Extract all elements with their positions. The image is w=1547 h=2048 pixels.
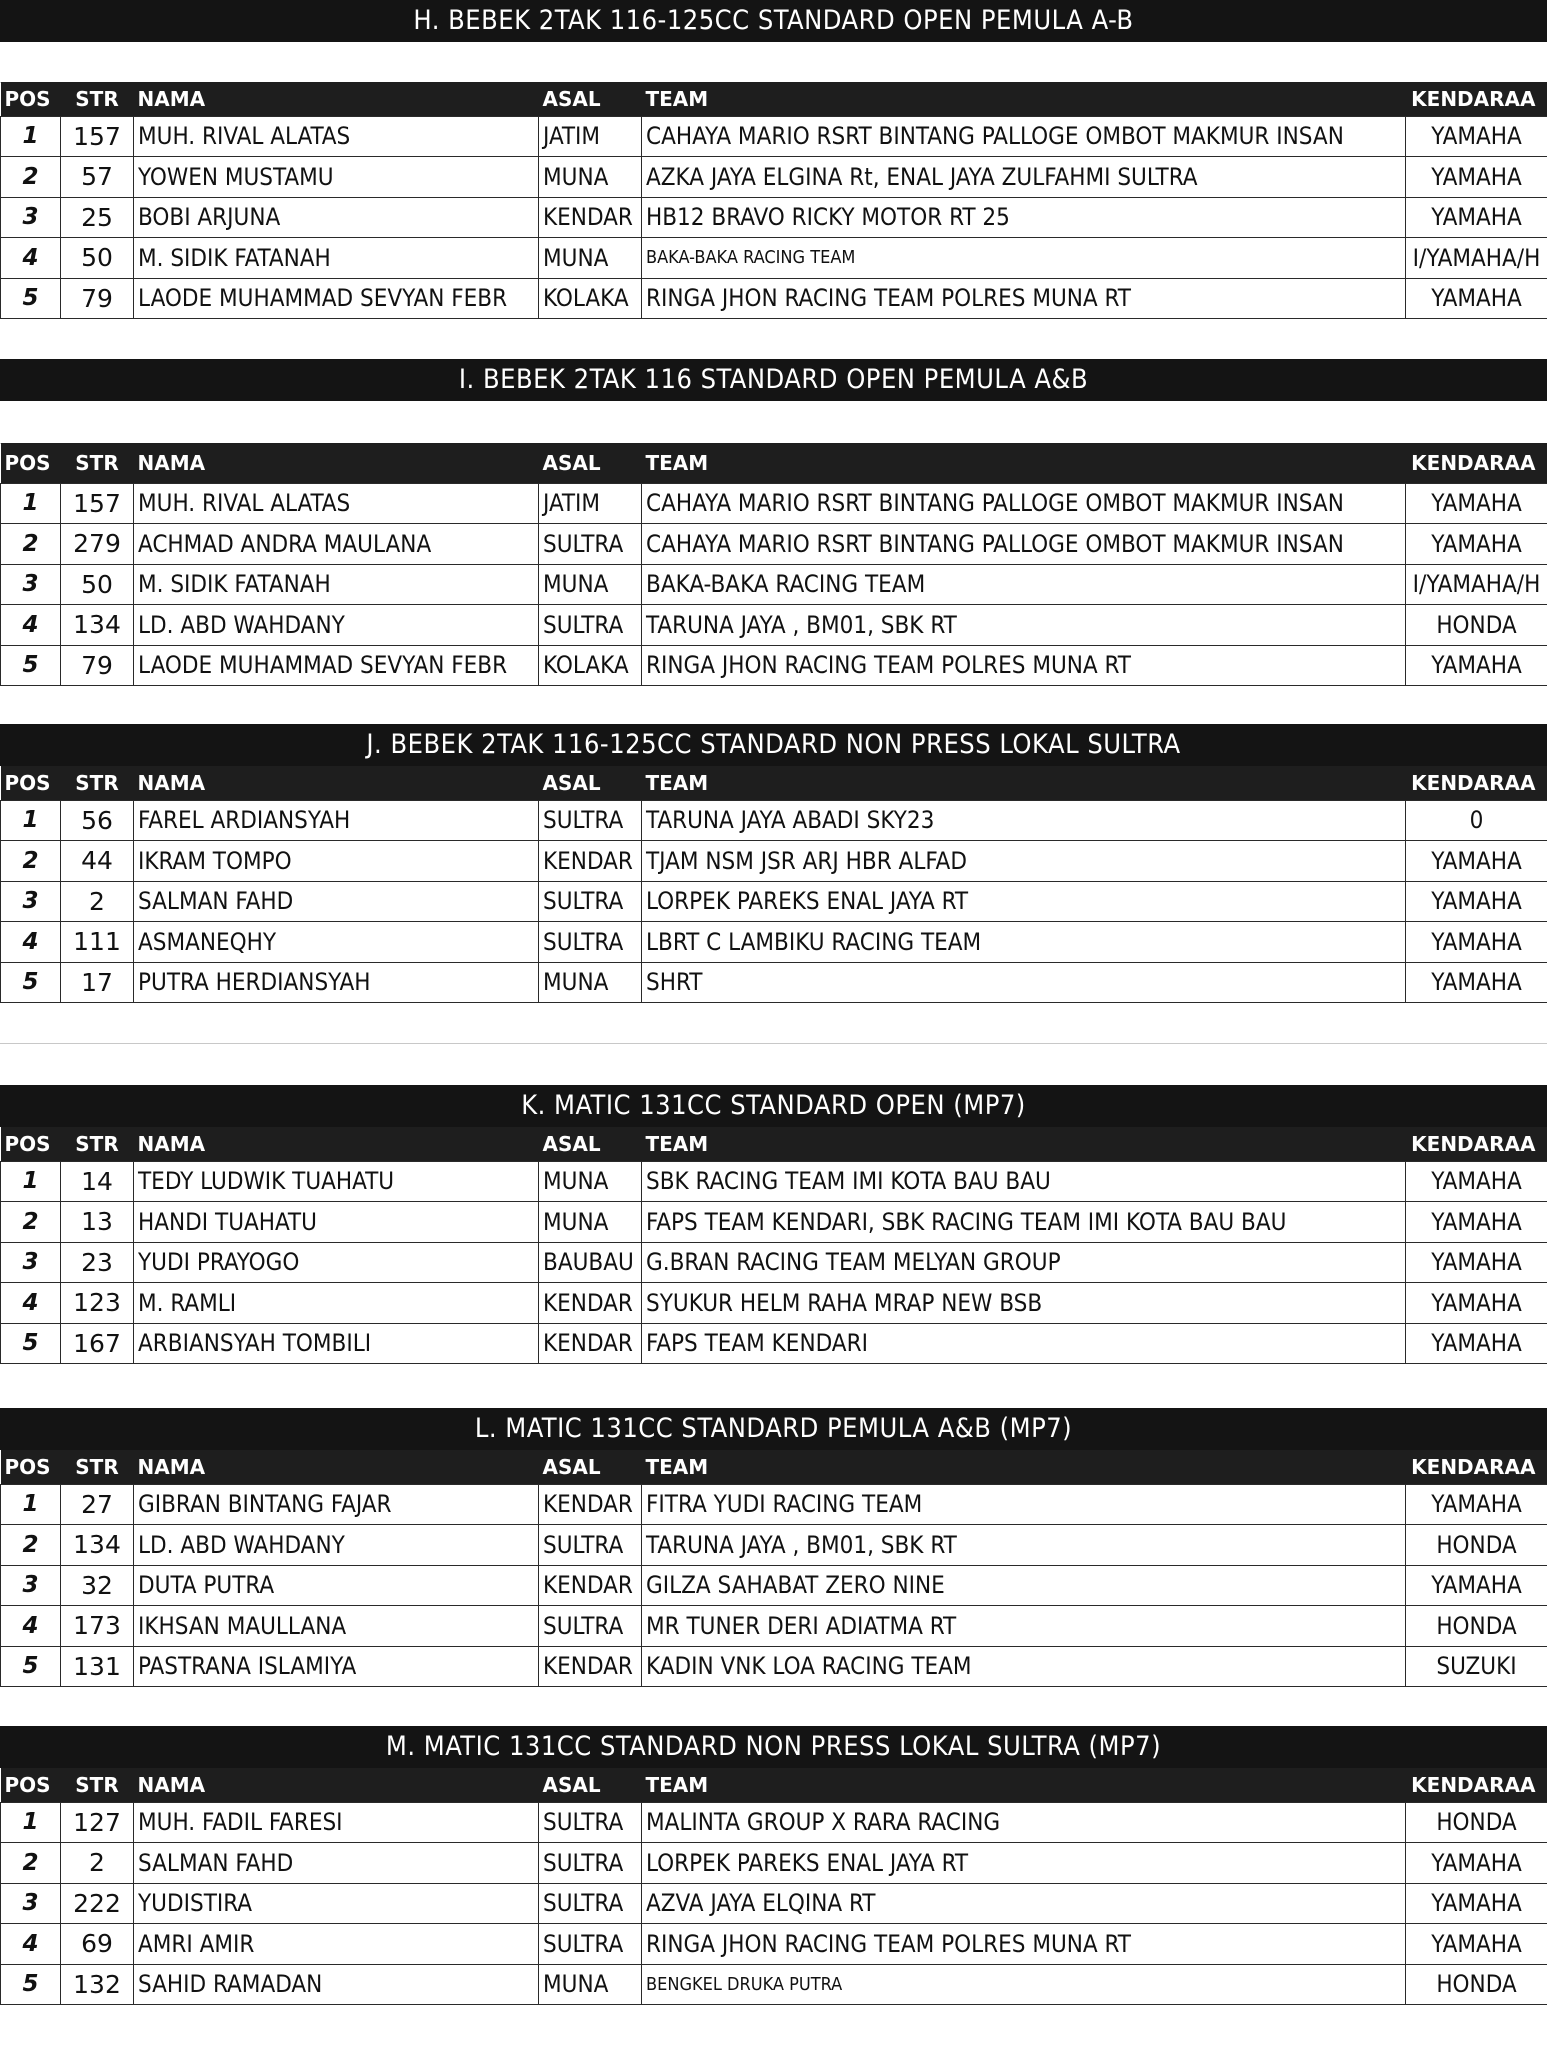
results-table	[0, 1127, 1547, 1364]
kendaraan-cell: YAMAHA	[1406, 1843, 1547, 1884]
header-nama: NAMA	[137, 1772, 206, 1797]
header-row	[1, 1768, 1547, 1802]
nama-cell: PASTRANA ISLAMIYA	[134, 1646, 539, 1687]
asal-cell: KENDAR	[539, 1323, 642, 1364]
pos-cell: 3	[1, 1242, 61, 1283]
pos-cell: 5	[1, 645, 61, 686]
nama-cell: MUH. RIVAL ALATAS	[134, 483, 539, 524]
header-pos: POS	[4, 770, 51, 795]
header-str: STR	[75, 1772, 119, 1797]
kendaraan-cell: HONDA	[1406, 1802, 1547, 1843]
nama-cell: LAODE MUHAMMAD SEVYAN FEBR	[134, 645, 539, 686]
kendaraan-cell: YAMAHA	[1406, 1565, 1547, 1606]
team-cell: KADIN VNK LOA RACING TEAM	[642, 1646, 1406, 1687]
asal-cell: SULTRA	[539, 524, 642, 565]
header-team: TEAM	[645, 450, 709, 475]
table-row	[1, 1646, 1547, 1687]
section-title: I. BEBEK 2TAK 116 STANDARD OPEN PEMULA A&B	[0, 359, 1547, 401]
team-cell: BENGKEL DRUKA PUTRA	[642, 1964, 1406, 2005]
pos-cell: 3	[1, 197, 61, 238]
asal-cell: KENDAR	[539, 1283, 642, 1324]
header-asal: ASAL	[542, 450, 601, 475]
asal-cell: KENDAR	[539, 197, 642, 238]
header-pos: POS	[4, 86, 51, 111]
str-cell: 167	[61, 1323, 134, 1364]
kendaraan-cell: YAMAHA	[1406, 922, 1547, 963]
pos-cell: 5	[1, 1964, 61, 2005]
nama-cell: ASMANEQHY	[134, 922, 539, 963]
nama-cell: LD. ABD WAHDANY	[134, 605, 539, 646]
nama-cell: LAODE MUHAMMAD SEVYAN FEBR	[134, 278, 539, 319]
pos-cell: 2	[1, 1202, 61, 1243]
kendaraan-cell: YAMAHA	[1406, 197, 1547, 238]
team-cell: LORPEK PAREKS ENAL JAYA RT	[642, 1843, 1406, 1884]
section-title: K. MATIC 131CC STANDARD OPEN (MP7)	[0, 1085, 1547, 1127]
table-row	[1, 1843, 1547, 1884]
header-str: STR	[75, 1454, 119, 1479]
str-cell: 79	[61, 278, 134, 319]
nama-cell: SALMAN FAHD	[134, 1843, 539, 1884]
header-asal: ASAL	[542, 86, 601, 111]
header-pos: POS	[4, 1454, 51, 1479]
str-cell: 44	[61, 841, 134, 882]
table-row	[1, 1606, 1547, 1647]
table-row	[1, 841, 1547, 882]
header-team: TEAM	[645, 86, 709, 111]
str-cell: 25	[61, 197, 134, 238]
table-row	[1, 1323, 1547, 1364]
team-cell: TJAM NSM JSR ARJ HBR ALFAD	[642, 841, 1406, 882]
spacer-row	[0, 401, 1547, 444]
table-row	[1, 922, 1547, 963]
str-cell: 127	[61, 1802, 134, 1843]
team-cell: GILZA SAHABAT ZERO NINE	[642, 1565, 1406, 1606]
pos-cell: 1	[1, 1484, 61, 1525]
kendaraan-cell: HONDA	[1406, 1525, 1547, 1566]
str-cell: 27	[61, 1484, 134, 1525]
asal-cell: SULTRA	[539, 605, 642, 646]
str-cell: 131	[61, 1646, 134, 1687]
team-cell: AZKA JAYA ELGINA Rt, ENAL JAYA ZULFAHMI SULTRA	[642, 157, 1406, 198]
header-nama: NAMA	[137, 1454, 206, 1479]
team-cell: BAKA-BAKA RACING TEAM	[642, 238, 1406, 279]
str-cell: 50	[61, 564, 134, 605]
header-row	[1, 1127, 1547, 1161]
kendaraan-cell: YAMAHA	[1406, 1283, 1547, 1324]
asal-cell: KENDAR	[539, 1646, 642, 1687]
header-asal: ASAL	[542, 770, 601, 795]
header-nama: NAMA	[137, 86, 206, 111]
pos-cell: 4	[1, 605, 61, 646]
kendaraan-cell: YAMAHA	[1406, 841, 1547, 882]
nama-cell: TEDY LUDWIK TUAHATU	[134, 1161, 539, 1202]
table-row	[1, 1242, 1547, 1283]
asal-cell: SULTRA	[539, 1525, 642, 1566]
table-row	[1, 1283, 1547, 1324]
pos-cell: 1	[1, 483, 61, 524]
table-row	[1, 1202, 1547, 1243]
section-title: L. MATIC 131CC STANDARD PEMULA A&B (MP7)	[0, 1408, 1547, 1450]
spacer-row	[0, 1688, 1547, 1727]
team-cell: AZVA JAYA ELQINA RT	[642, 1883, 1406, 1924]
spacer-row	[0, 686, 1547, 725]
asal-cell: SULTRA	[539, 1606, 642, 1647]
pos-cell: 2	[1, 157, 61, 198]
header-row	[1, 82, 1547, 116]
header-kendaraan: KENDARAA	[1411, 450, 1536, 475]
asal-cell: BAUBAU	[539, 1242, 642, 1283]
pos-cell: 4	[1, 238, 61, 279]
str-cell: 111	[61, 922, 134, 963]
pos-cell: 4	[1, 1283, 61, 1324]
str-cell: 157	[61, 483, 134, 524]
header-str: STR	[75, 450, 119, 475]
header-kendaraan: KENDARAA	[1411, 1131, 1536, 1156]
table-row	[1, 157, 1547, 198]
kendaraan-cell: YAMAHA	[1406, 524, 1547, 565]
table-row	[1, 962, 1547, 1003]
str-cell: 134	[61, 605, 134, 646]
results-table	[0, 443, 1547, 686]
table-row	[1, 1802, 1547, 1843]
header-str: STR	[75, 770, 119, 795]
team-cell: TARUNA JAYA ABADI SKY23	[642, 800, 1406, 841]
kendaraan-cell: YAMAHA	[1406, 645, 1547, 686]
asal-cell: MUNA	[539, 157, 642, 198]
pos-cell: 1	[1, 1802, 61, 1843]
asal-cell: SULTRA	[539, 800, 642, 841]
team-cell: FAPS TEAM KENDARI, SBK RACING TEAM IMI KOTA BAU BAU	[642, 1202, 1406, 1243]
asal-cell: SULTRA	[539, 881, 642, 922]
team-cell: FAPS TEAM KENDARI	[642, 1323, 1406, 1364]
str-cell: 2	[61, 881, 134, 922]
spacer-row	[0, 1366, 1547, 1409]
team-cell: LBRT C LAMBIKU RACING TEAM	[642, 922, 1406, 963]
table-row	[1, 278, 1547, 319]
kendaraan-cell: YAMAHA	[1406, 483, 1547, 524]
pos-cell: 5	[1, 962, 61, 1003]
table-row	[1, 605, 1547, 646]
nama-cell: YUDI PRAYOGO	[134, 1242, 539, 1283]
asal-cell: SULTRA	[539, 922, 642, 963]
pos-cell: 2	[1, 524, 61, 565]
kendaraan-cell: YAMAHA	[1406, 1323, 1547, 1364]
header-kendaraan: KENDARAA	[1411, 86, 1536, 111]
spacer-row	[0, 42, 1547, 83]
nama-cell: ARBIANSYAH TOMBILI	[134, 1323, 539, 1364]
str-cell: 13	[61, 1202, 134, 1243]
asal-cell: KENDAR	[539, 1565, 642, 1606]
str-cell: 69	[61, 1924, 134, 1965]
asal-cell: MUNA	[539, 1964, 642, 2005]
section-title: M. MATIC 131CC STANDARD NON PRESS LOKAL SULTRA (MP7)	[0, 1726, 1547, 1768]
str-cell: 14	[61, 1161, 134, 1202]
table-row	[1, 116, 1547, 157]
pos-cell: 3	[1, 564, 61, 605]
header-team: TEAM	[645, 1772, 709, 1797]
nama-cell: SAHID RAMADAN	[134, 1964, 539, 2005]
pos-cell: 5	[1, 1323, 61, 1364]
str-cell: 57	[61, 157, 134, 198]
asal-cell: KOLAKA	[539, 645, 642, 686]
team-cell: LORPEK PAREKS ENAL JAYA RT	[642, 881, 1406, 922]
pos-cell: 4	[1, 1924, 61, 1965]
table-row	[1, 483, 1547, 524]
kendaraan-cell: YAMAHA	[1406, 962, 1547, 1003]
table-row	[1, 1484, 1547, 1525]
str-cell: 2	[61, 1843, 134, 1884]
kendaraan-cell: YAMAHA	[1406, 1202, 1547, 1243]
team-cell: CAHAYA MARIO RSRT BINTANG PALLOGE OMBOT MAKMUR INSAN	[642, 524, 1406, 565]
header-nama: NAMA	[137, 1131, 206, 1156]
str-cell: 32	[61, 1565, 134, 1606]
kendaraan-cell: YAMAHA	[1406, 881, 1547, 922]
str-cell: 123	[61, 1283, 134, 1324]
kendaraan-cell: YAMAHA	[1406, 1242, 1547, 1283]
pos-cell: 2	[1, 1843, 61, 1884]
pos-cell: 1	[1, 1161, 61, 1202]
table-row	[1, 238, 1547, 279]
pos-cell: 1	[1, 800, 61, 841]
team-cell: FITRA YUDI RACING TEAM	[642, 1484, 1406, 1525]
table-row	[1, 1883, 1547, 1924]
asal-cell: SULTRA	[539, 1883, 642, 1924]
table-row	[1, 524, 1547, 565]
header-row	[1, 766, 1547, 800]
nama-cell: BOBI ARJUNA	[134, 197, 539, 238]
team-cell: SHRT	[642, 962, 1406, 1003]
str-cell: 132	[61, 1964, 134, 2005]
kendaraan-cell: YAMAHA	[1406, 116, 1547, 157]
kendaraan-cell: YAMAHA	[1406, 1924, 1547, 1965]
table-row	[1, 881, 1547, 922]
header-row	[1, 1450, 1547, 1484]
nama-cell: PUTRA HERDIANSYAH	[134, 962, 539, 1003]
asal-cell: SULTRA	[539, 1924, 642, 1965]
header-row	[1, 443, 1547, 483]
team-cell: MR TUNER DERI ADIATMA RT	[642, 1606, 1406, 1647]
str-cell: 17	[61, 962, 134, 1003]
nama-cell: LD. ABD WAHDANY	[134, 1525, 539, 1566]
asal-cell: SULTRA	[539, 1843, 642, 1884]
header-pos: POS	[4, 1772, 51, 1797]
header-team: TEAM	[645, 770, 709, 795]
header-nama: NAMA	[137, 450, 206, 475]
results-table	[0, 1450, 1547, 1687]
section-title: H. BEBEK 2TAK 116-125CC STANDARD OPEN PEMULA A-B	[0, 0, 1547, 42]
table-row	[1, 1964, 1547, 2005]
results-table	[0, 766, 1547, 1003]
nama-cell: M. RAMLI	[134, 1283, 539, 1324]
kendaraan-cell: HONDA	[1406, 605, 1547, 646]
str-cell: 157	[61, 116, 134, 157]
kendaraan-cell: I/YAMAHA/H	[1406, 564, 1547, 605]
pos-cell: 3	[1, 881, 61, 922]
pos-cell: 4	[1, 922, 61, 963]
section-title: J. BEBEK 2TAK 116-125CC STANDARD NON PRESS LOKAL SULTRA	[0, 724, 1547, 766]
str-cell: 222	[61, 1883, 134, 1924]
pos-cell: 3	[1, 1883, 61, 1924]
team-cell: RINGA JHON RACING TEAM POLRES MUNA RT	[642, 278, 1406, 319]
asal-cell: MUNA	[539, 1161, 642, 1202]
kendaraan-cell: I/YAMAHA/H	[1406, 238, 1547, 279]
spacer-row	[0, 1003, 1547, 1044]
nama-cell: IKRAM TOMPO	[134, 841, 539, 882]
nama-cell: YUDISTIRA	[134, 1883, 539, 1924]
pos-cell: 3	[1, 1565, 61, 1606]
team-cell: TARUNA JAYA , BM01, SBK RT	[642, 605, 1406, 646]
pos-cell: 5	[1, 278, 61, 319]
header-team: TEAM	[645, 1131, 709, 1156]
kendaraan-cell: YAMAHA	[1406, 1883, 1547, 1924]
team-cell: RINGA JHON RACING TEAM POLRES MUNA RT	[642, 1924, 1406, 1965]
team-cell: HB12 BRAVO RICKY MOTOR RT 25	[642, 197, 1406, 238]
pos-cell: 2	[1, 841, 61, 882]
str-cell: 134	[61, 1525, 134, 1566]
str-cell: 79	[61, 645, 134, 686]
nama-cell: DUTA PUTRA	[134, 1565, 539, 1606]
asal-cell: KOLAKA	[539, 278, 642, 319]
header-nama: NAMA	[137, 770, 206, 795]
nama-cell: ACHMAD ANDRA MAULANA	[134, 524, 539, 565]
header-str: STR	[75, 1131, 119, 1156]
spacer-row	[0, 1043, 1547, 1086]
team-cell: MALINTA GROUP X RARA RACING	[642, 1802, 1406, 1843]
team-cell: SBK RACING TEAM IMI KOTA BAU BAU	[642, 1161, 1406, 1202]
nama-cell: MUH. FADIL FARESI	[134, 1802, 539, 1843]
header-kendaraan: KENDARAA	[1411, 770, 1536, 795]
table-row	[1, 800, 1547, 841]
asal-cell: JATIM	[539, 116, 642, 157]
asal-cell: JATIM	[539, 483, 642, 524]
asal-cell: KENDAR	[539, 841, 642, 882]
nama-cell: HANDI TUAHATU	[134, 1202, 539, 1243]
header-str: STR	[75, 86, 119, 111]
kendaraan-cell: YAMAHA	[1406, 1161, 1547, 1202]
header-pos: POS	[4, 450, 51, 475]
str-cell: 279	[61, 524, 134, 565]
kendaraan-cell: SUZUKI	[1406, 1646, 1547, 1687]
nama-cell: GIBRAN BINTANG FAJAR	[134, 1484, 539, 1525]
team-cell: TARUNA JAYA , BM01, SBK RT	[642, 1525, 1406, 1566]
kendaraan-cell: YAMAHA	[1406, 278, 1547, 319]
team-cell: CAHAYA MARIO RSRT BINTANG PALLOGE OMBOT MAKMUR INSAN	[642, 483, 1406, 524]
results-table	[0, 1768, 1547, 2005]
table-row	[1, 1924, 1547, 1965]
pos-cell: 1	[1, 116, 61, 157]
nama-cell: FAREL ARDIANSYAH	[134, 800, 539, 841]
asal-cell: MUNA	[539, 564, 642, 605]
header-kendaraan: KENDARAA	[1411, 1772, 1536, 1797]
nama-cell: M. SIDIK FATANAH	[134, 564, 539, 605]
nama-cell: M. SIDIK FATANAH	[134, 238, 539, 279]
table-row	[1, 197, 1547, 238]
str-cell: 50	[61, 238, 134, 279]
asal-cell: SULTRA	[539, 1802, 642, 1843]
nama-cell: AMRI AMIR	[134, 1924, 539, 1965]
nama-cell: SALMAN FAHD	[134, 881, 539, 922]
nama-cell: IKHSAN MAULLANA	[134, 1606, 539, 1647]
header-asal: ASAL	[542, 1454, 601, 1479]
asal-cell: KENDAR	[539, 1484, 642, 1525]
str-cell: 56	[61, 800, 134, 841]
pos-cell: 4	[1, 1606, 61, 1647]
team-cell: CAHAYA MARIO RSRT BINTANG PALLOGE OMBOT MAKMUR INSAN	[642, 116, 1406, 157]
header-kendaraan: KENDARAA	[1411, 1454, 1536, 1479]
spacer-row	[0, 319, 1547, 360]
team-cell: SYUKUR HELM RAHA MRAP NEW BSB	[642, 1283, 1406, 1324]
kendaraan-cell: HONDA	[1406, 1964, 1547, 2005]
str-cell: 23	[61, 1242, 134, 1283]
table-row	[1, 1525, 1547, 1566]
asal-cell: MUNA	[539, 962, 642, 1003]
results-table	[0, 82, 1547, 319]
header-team: TEAM	[645, 1454, 709, 1479]
str-cell: 173	[61, 1606, 134, 1647]
header-pos: POS	[4, 1131, 51, 1156]
table-row	[1, 645, 1547, 686]
asal-cell: MUNA	[539, 1202, 642, 1243]
pos-cell: 5	[1, 1646, 61, 1687]
team-cell: BAKA-BAKA RACING TEAM	[642, 564, 1406, 605]
spacer-row	[0, 2006, 1547, 2048]
kendaraan-cell: YAMAHA	[1406, 1484, 1547, 1525]
pos-cell: 2	[1, 1525, 61, 1566]
kendaraan-cell: YAMAHA	[1406, 157, 1547, 198]
table-row	[1, 1161, 1547, 1202]
table-row	[1, 564, 1547, 605]
kendaraan-cell: 0	[1406, 800, 1547, 841]
table-row	[1, 1565, 1547, 1606]
team-cell: RINGA JHON RACING TEAM POLRES MUNA RT	[642, 645, 1406, 686]
header-asal: ASAL	[542, 1131, 601, 1156]
kendaraan-cell: HONDA	[1406, 1606, 1547, 1647]
asal-cell: MUNA	[539, 238, 642, 279]
header-asal: ASAL	[542, 1772, 601, 1797]
team-cell: G.BRAN RACING TEAM MELYAN GROUP	[642, 1242, 1406, 1283]
nama-cell: YOWEN MUSTAMU	[134, 157, 539, 198]
nama-cell: MUH. RIVAL ALATAS	[134, 116, 539, 157]
